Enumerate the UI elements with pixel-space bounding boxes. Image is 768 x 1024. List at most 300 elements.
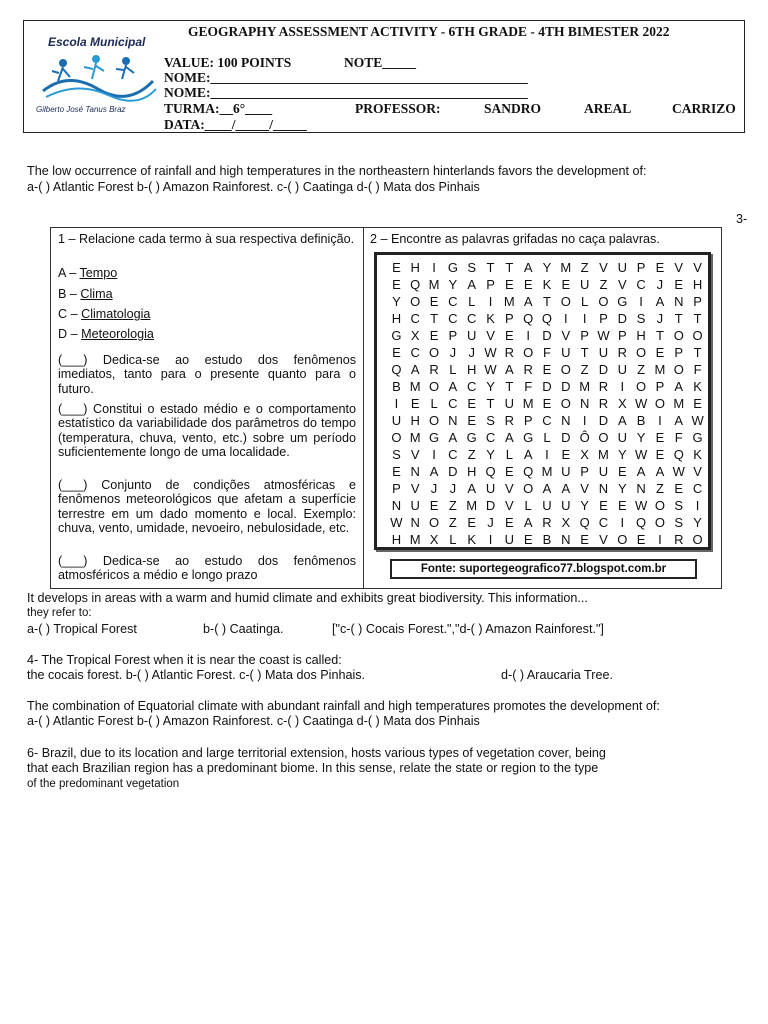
- grid-letter: M: [522, 396, 534, 411]
- grid-letter: D: [448, 464, 458, 479]
- school-name: Escola Municipal: [48, 35, 146, 49]
- grid-letter: T: [430, 311, 439, 326]
- grid-letter: T: [580, 345, 589, 360]
- grid-letter: M: [409, 532, 421, 547]
- grid-letter: I: [658, 413, 662, 428]
- grid-letter: Y: [617, 447, 627, 462]
- grid-letter: W: [484, 362, 497, 377]
- grid-letter: V: [486, 328, 495, 343]
- professor-last-name: CARRIZO: [672, 101, 736, 116]
- exercise-figure: [50, 227, 722, 589]
- grid-letter: P: [674, 345, 684, 360]
- grid-letter: U: [504, 396, 515, 411]
- grid-letter: W: [634, 498, 648, 513]
- grid-letter: S: [467, 260, 477, 275]
- grid-letter: X: [429, 532, 439, 547]
- grid-letter: P: [599, 311, 608, 326]
- grid-letter: K: [693, 379, 702, 394]
- definition-2: (___) Constitui o estado médio e o comportamento estatístico da variabilidade dos parâmetros do tempo (temperatura, chuva, vento, etc.) sobre um período suficientemente longo de uma localidade.: [58, 402, 356, 460]
- grid-letter: U: [391, 413, 402, 428]
- grid-letter: Z: [448, 498, 457, 513]
- grid-letter: Y: [486, 379, 495, 394]
- grid-letter: N: [448, 413, 458, 428]
- note-field: NOTE_____: [344, 55, 417, 70]
- grid-letter: S: [486, 413, 495, 428]
- grid-letter: G: [617, 294, 628, 309]
- grid-letter: C: [410, 311, 420, 326]
- grid-letter: H: [467, 362, 477, 377]
- term-word: Tempo: [79, 266, 118, 280]
- grid-letter: N: [561, 532, 571, 547]
- grid-letter: L: [524, 498, 532, 513]
- grid-letter: E: [467, 396, 477, 411]
- grid-letter: V: [599, 260, 608, 275]
- grid-letter: A: [655, 294, 665, 309]
- grid-letter: E: [636, 532, 646, 547]
- grid-letter: E: [542, 396, 552, 411]
- grid-letter: T: [674, 311, 683, 326]
- grid-letter: O: [654, 515, 665, 530]
- grid-letter: V: [561, 328, 571, 343]
- grid-letter: I: [432, 260, 436, 275]
- grid-letter: D: [617, 311, 627, 326]
- grid-letter: D: [542, 328, 552, 343]
- grid-letter: I: [695, 498, 700, 513]
- grid-letter: E: [429, 294, 439, 309]
- grid-letter: O: [523, 481, 534, 496]
- grid-letter: U: [561, 498, 571, 513]
- grid-letter: P: [655, 379, 665, 394]
- grid-letter: J: [430, 481, 438, 496]
- grid-letter: U: [579, 277, 590, 292]
- term-word: Climatologia: [81, 307, 151, 321]
- grid-letter: X: [410, 328, 420, 343]
- grid-letter: U: [617, 362, 627, 377]
- figure-source: Fonte: suportegeografico77.blogspot.com.br: [390, 559, 697, 579]
- grid-letter: A: [410, 362, 420, 377]
- grid-letter: K: [542, 277, 552, 292]
- grid-letter: U: [561, 464, 571, 479]
- grid-letter: Q: [579, 515, 590, 530]
- grid-letter: N: [636, 481, 646, 496]
- grid-letter: O: [636, 379, 647, 394]
- grid-letter: C: [598, 515, 609, 530]
- question-3-number: 3-: [736, 212, 748, 226]
- definition-1: (___) Dedica-se ao estudo dos fenômenos imediatos, tanto para o presente quanto para o futuro.: [58, 353, 356, 396]
- grid-letter: T: [693, 311, 702, 326]
- grid-letter: Y: [693, 515, 702, 530]
- grid-letter: M: [560, 260, 572, 275]
- grid-letter: O: [391, 430, 402, 445]
- question-1-text: The low occurrence of rainfall and high temperatures in the northeastern hinterlands favors the development of:: [27, 164, 647, 178]
- grid-letter: Q: [636, 515, 647, 530]
- grid-letter: V: [580, 481, 589, 496]
- grid-letter: E: [655, 430, 665, 445]
- grid-letter: C: [467, 379, 477, 394]
- grid-letter: U: [485, 481, 496, 496]
- grid-letter: Q: [410, 277, 421, 292]
- grid-letter: T: [486, 396, 495, 411]
- turma-field: TURMA:__6°____: [164, 101, 273, 116]
- grid-letter: Y: [542, 260, 552, 275]
- grid-letter: Z: [599, 277, 608, 292]
- question-6-line-2: that each Brazilian region has a predominant biome. In this sense, relate the state or region to the type: [27, 761, 599, 775]
- definition-3: (___) Conjunto de condições atmosféricas e fenômenos meteorológicos que afetam a superfície terrestre em um dado momento e local. Exemplo: chuva, vento, umidade, nevoeiro, nebulosidade, etc.: [58, 478, 356, 536]
- grid-letter: L: [543, 430, 551, 445]
- grid-letter: I: [658, 532, 662, 547]
- grid-letter: M: [428, 277, 440, 292]
- grid-letter: K: [486, 311, 495, 326]
- grid-letter: D: [561, 430, 571, 445]
- grid-letter: V: [674, 260, 684, 275]
- grid-letter: A: [448, 430, 458, 445]
- grid-letter: R: [504, 345, 515, 360]
- school-person-name: Gilberto José Tanus Braz: [36, 105, 126, 114]
- grid-letter: W: [634, 447, 648, 462]
- date-field: DATA:____/_____/_____: [164, 117, 307, 132]
- grid-letter: K: [693, 447, 702, 462]
- grid-letter: E: [617, 464, 627, 479]
- grid-letter: T: [655, 328, 664, 343]
- grid-letter: O: [428, 379, 440, 394]
- grid-letter: A: [429, 464, 439, 479]
- grid-letter: L: [449, 532, 457, 547]
- term-c: [58, 307, 150, 321]
- grid-letter: W: [634, 396, 648, 411]
- grid-letter: A: [617, 413, 627, 428]
- grid-letter: Q: [523, 464, 534, 479]
- grid-letter: I: [526, 328, 530, 343]
- grid-letter: M: [466, 498, 478, 513]
- grid-letter: R: [598, 379, 609, 394]
- grid-letter: U: [467, 328, 477, 343]
- figure-left-title: 1 – Relacione cada termo à sua respectiva definição.: [58, 232, 355, 246]
- question-3-text-2: they refer to:: [27, 607, 92, 619]
- grid-letter: V: [505, 498, 514, 513]
- grid-letter: Y: [636, 430, 646, 445]
- grid-letter: O: [673, 328, 684, 343]
- grid-letter: Y: [392, 294, 401, 309]
- grid-letter: O: [410, 294, 421, 309]
- grid-letter: O: [654, 498, 665, 513]
- question-5-text: The combination of Equatorial climate with abundant rainfall and high temperatures promotes the development of:: [27, 699, 660, 713]
- grid-letter: E: [392, 464, 401, 479]
- grid-letter: P: [505, 311, 514, 326]
- grid-letter: H: [391, 532, 402, 547]
- grid-letter: E: [655, 345, 665, 360]
- grid-letter: T: [505, 379, 514, 394]
- name-field-1: NOME:_______________________________________________: [164, 70, 528, 85]
- term-letter: C –: [58, 307, 78, 321]
- grid-letter: I: [432, 447, 436, 462]
- grid-letter: B: [542, 532, 552, 547]
- grid-letter: J: [656, 277, 664, 292]
- grid-letter: N: [561, 413, 571, 428]
- grid-letter: V: [410, 481, 420, 496]
- grid-letter: O: [523, 345, 534, 360]
- grid-letter: U: [617, 430, 627, 445]
- question-4-text: 4- The Tropical Forest when it is near the coast is called:: [27, 653, 342, 667]
- name-field-2: NOME:_______________________________________________: [164, 85, 528, 100]
- grid-letter: E: [655, 447, 665, 462]
- grid-letter: E: [505, 515, 514, 530]
- grid-letter: X: [617, 396, 627, 411]
- grid-letter: N: [579, 396, 590, 411]
- grid-letter: Y: [617, 481, 627, 496]
- grid-letter: G: [391, 328, 402, 343]
- grid-letter: I: [582, 311, 587, 326]
- term-word: Meteorologia: [81, 327, 154, 341]
- grid-letter: A: [448, 379, 458, 394]
- grid-letter: E: [523, 277, 533, 292]
- question-4-option-d: d-( ) Araucaria Tree.: [501, 668, 613, 682]
- grid-letter: X: [561, 515, 571, 530]
- grid-letter: S: [674, 498, 684, 513]
- grid-letter: U: [410, 498, 420, 513]
- grid-letter: Z: [580, 362, 589, 377]
- logo-figures-icon: [38, 51, 158, 103]
- grid-letter: U: [542, 498, 552, 513]
- grid-letter: A: [674, 379, 684, 394]
- grid-letter: W: [691, 413, 704, 428]
- grid-letter: E: [523, 532, 533, 547]
- grid-letter: Y: [448, 277, 458, 292]
- grid-letter: P: [486, 277, 495, 292]
- grid-letter: V: [617, 277, 627, 292]
- grid-letter: O: [428, 345, 440, 360]
- grid-letter: V: [599, 532, 608, 547]
- question-3-option-a: a-( ) Tropical Forest: [27, 622, 137, 636]
- grid-letter: J: [487, 515, 494, 530]
- grid-letter: L: [581, 294, 589, 309]
- grid-letter: B: [636, 413, 646, 428]
- grid-letter: Q: [391, 362, 402, 377]
- grid-letter: Q: [673, 447, 684, 462]
- question-3-option-b: b-( ) Caatinga.: [203, 622, 284, 636]
- grid-letter: E: [392, 345, 401, 360]
- header-box: [23, 20, 745, 133]
- grid-letter: A: [505, 362, 514, 377]
- term-b: [58, 287, 113, 301]
- grid-letter: C: [410, 345, 420, 360]
- grid-letter: C: [467, 311, 477, 326]
- professor-middle-name: AREAL: [584, 101, 632, 116]
- grid-letter: O: [617, 532, 628, 547]
- question-4-options: the cocais forest. b-( ) Atlantic Forest. c-( ) Mata dos Pinhais.: [27, 668, 366, 682]
- grid-letter: N: [410, 515, 420, 530]
- grid-letter: E: [599, 498, 608, 513]
- grid-letter: O: [598, 294, 609, 309]
- grid-letter: O: [673, 362, 684, 377]
- grid-letter: P: [448, 328, 458, 343]
- grid-letter: T: [543, 294, 551, 309]
- grid-letter: E: [617, 498, 627, 513]
- grid-letter: R: [429, 362, 439, 377]
- grid-letter: D: [542, 379, 552, 394]
- question-1-options: a-( ) Atlantic Forest b-( ) Amazon Rainforest. c-( ) Caatinga d-( ) Mata dos Pinhais: [27, 180, 480, 194]
- grid-letter: O: [560, 294, 571, 309]
- term-d: [58, 327, 154, 341]
- grid-letter: O: [560, 396, 571, 411]
- grid-letter: H: [410, 413, 420, 428]
- grid-letter: O: [692, 532, 703, 547]
- grid-letter: C: [485, 430, 496, 445]
- question-5-options: a-( ) Atlantic Forest b-( ) Amazon Rainforest. c-( ) Caatinga d-( ) Mata dos Pinhais: [27, 714, 480, 728]
- grid-letter: O: [598, 430, 609, 445]
- grid-letter: S: [636, 311, 646, 326]
- grid-letter: P: [580, 328, 589, 343]
- grid-letter: E: [467, 515, 477, 530]
- grid-letter: H: [410, 260, 420, 275]
- grid-letter: O: [692, 328, 703, 343]
- grid-letter: J: [468, 345, 475, 360]
- grid-letter: F: [674, 430, 683, 445]
- grid-letter: T: [693, 345, 702, 360]
- grid-letter: Y: [486, 447, 495, 462]
- grid-letter: Z: [580, 260, 589, 275]
- grid-letter: A: [523, 260, 533, 275]
- grid-letter: Ô: [579, 430, 590, 445]
- grid-letter: P: [636, 260, 646, 275]
- grid-letter: N: [410, 464, 420, 479]
- grid-letter: Z: [655, 481, 664, 496]
- grid-letter: W: [484, 345, 497, 360]
- grid-letter: R: [504, 413, 515, 428]
- grid-letter: W: [672, 464, 685, 479]
- grid-letter: G: [466, 430, 477, 445]
- grid-letter: A: [561, 481, 571, 496]
- grid-letter: C: [448, 447, 458, 462]
- grid-letter: O: [636, 345, 647, 360]
- grid-letter: S: [392, 447, 401, 462]
- grid-letter: M: [409, 379, 421, 394]
- term-word: Clima: [80, 287, 113, 301]
- grid-letter: W: [390, 515, 403, 530]
- question-6-line-3: of the predominant vegetation: [27, 778, 180, 790]
- grid-letter: M: [579, 379, 591, 394]
- grid-letter: H: [391, 311, 402, 326]
- grid-letter: M: [541, 464, 553, 479]
- grid-letter: A: [655, 464, 665, 479]
- grid-letter: R: [674, 532, 684, 547]
- grid-letter: N: [598, 481, 609, 496]
- grid-letter: A: [467, 481, 477, 496]
- question-6-line-1: 6- Brazil, due to its location and large territorial extension, hosts various types of vegetation cover, being: [27, 746, 606, 760]
- grid-letter: I: [582, 413, 587, 428]
- grid-letter: G: [428, 430, 440, 445]
- grid-letter: E: [674, 277, 684, 292]
- grid-letter: H: [636, 328, 646, 343]
- grid-letter: O: [654, 396, 665, 411]
- grid-letter: P: [580, 464, 589, 479]
- grid-letter: E: [674, 481, 684, 496]
- grid-letter: Z: [448, 515, 457, 530]
- term-letter: A –: [58, 266, 77, 280]
- grid-letter: E: [505, 277, 514, 292]
- assessment-title: GEOGRAPHY ASSESSMENT ACTIVITY - 6TH GRADE - 4TH BIMESTER 2022: [188, 24, 670, 39]
- grid-letter: F: [524, 379, 533, 394]
- definition-4: (___) Dedica-se ao estudo dos fenômenos atmosféricos a médio e longo prazo: [58, 554, 356, 583]
- grid-letter: Z: [467, 447, 476, 462]
- grid-letter: R: [523, 362, 533, 377]
- grid-letter: U: [504, 532, 515, 547]
- question-3-text: It develops in areas with a warm and humid climate and exhibits great biodiversity. This information...: [27, 591, 588, 605]
- grid-letter: E: [542, 362, 552, 377]
- grid-letter: I: [545, 447, 549, 462]
- grid-letter: C: [448, 396, 458, 411]
- grid-letter: Q: [485, 464, 496, 479]
- grid-letter: V: [693, 260, 702, 275]
- value-label: VALUE: 100 POINTS: [164, 55, 292, 70]
- grid-letter: M: [598, 447, 609, 462]
- figure-divider: [363, 228, 364, 588]
- grid-letter: Y: [580, 498, 589, 513]
- grid-letter: U: [598, 464, 609, 479]
- grid-letter: O: [428, 413, 440, 428]
- grid-letter: N: [674, 294, 684, 309]
- grid-letter: O: [560, 362, 571, 377]
- grid-letter: V: [410, 447, 420, 462]
- grid-letter: E: [392, 277, 401, 292]
- grid-letter: T: [486, 260, 495, 275]
- grid-letter: L: [449, 362, 457, 377]
- grid-letter: V: [693, 464, 702, 479]
- professor-first-name: SANDRO: [484, 101, 542, 116]
- word-search-grid: [374, 252, 711, 550]
- grid-letter: M: [673, 396, 685, 411]
- grid-letter: X: [580, 447, 589, 462]
- grid-letter: F: [693, 362, 702, 377]
- grid-letter: M: [503, 294, 515, 309]
- grid-letter: C: [692, 481, 703, 496]
- grid-letter: D: [598, 362, 609, 377]
- grid-letter: I: [620, 379, 625, 394]
- grid-letter: E: [693, 396, 702, 411]
- grid-letter: D: [598, 413, 609, 428]
- grid-letter: B: [392, 379, 401, 394]
- grid-letter: M: [409, 430, 421, 445]
- grid-letter: G: [692, 430, 703, 445]
- grid-letter: I: [394, 396, 399, 411]
- grid-letter: A: [636, 464, 646, 479]
- grid-letter: I: [564, 311, 568, 326]
- grid-letter: R: [542, 515, 552, 530]
- grid-letter: D: [561, 379, 571, 394]
- grid-letter: A: [523, 515, 533, 530]
- grid-letter: A: [467, 277, 477, 292]
- grid-letter: H: [692, 277, 703, 292]
- grid-letter: E: [505, 464, 514, 479]
- grid-letter: J: [656, 311, 664, 326]
- grid-letter: R: [598, 396, 609, 411]
- grid-letter: U: [617, 260, 627, 275]
- grid-letter: Q: [541, 311, 553, 326]
- professor-label: PROFESSOR:: [355, 101, 441, 116]
- grid-letter: K: [467, 532, 477, 547]
- term-letter: D –: [58, 327, 78, 341]
- grid-letter: G: [447, 260, 458, 275]
- term-a: [58, 266, 117, 280]
- grid-letter: J: [449, 481, 457, 496]
- grid-letter: I: [488, 532, 493, 547]
- grid-letter: E: [392, 260, 401, 275]
- grid-letter: C: [636, 277, 646, 292]
- grid-letter: S: [674, 515, 684, 530]
- grid-letter: L: [505, 447, 513, 462]
- grid-letter: L: [430, 396, 438, 411]
- grid-letter: I: [639, 294, 643, 309]
- grid-letter: U: [561, 345, 571, 360]
